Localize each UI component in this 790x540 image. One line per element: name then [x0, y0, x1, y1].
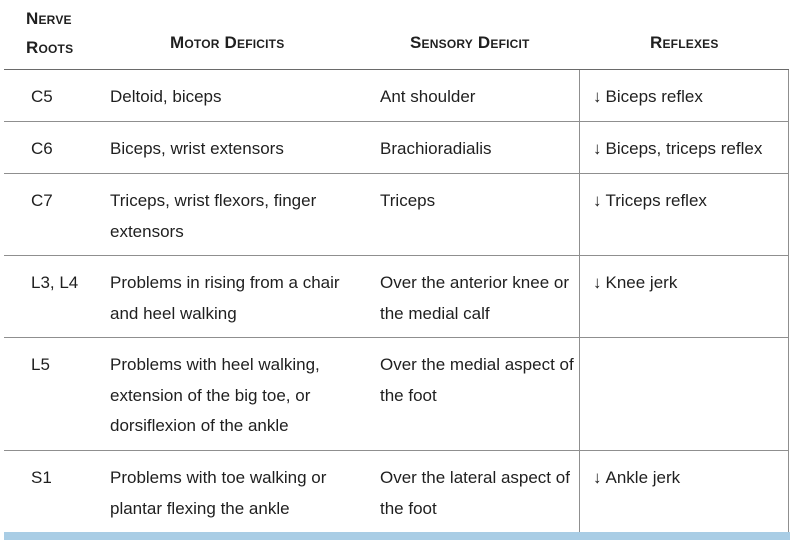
- cell-motor-deficit: Problems in rising from a chair and heel walking: [110, 273, 340, 323]
- header-nerve-roots-line1: Nerve: [26, 9, 72, 28]
- down-arrow-icon: ↓: [593, 468, 602, 487]
- cell-sensory-deficit: Triceps: [380, 191, 436, 210]
- header-reflexes: Reflexes: [650, 33, 719, 52]
- cell-motor-deficit: Problems with toe walking or plantar flexing the ankle: [110, 468, 327, 518]
- cell-motor-deficit: Triceps, wrist flexors, finger extensors: [110, 191, 317, 241]
- reflex-text: Biceps reflex: [605, 87, 703, 106]
- reflex-text: Ankle jerk: [605, 468, 681, 487]
- cell-reflex: [593, 350, 789, 381]
- reflex-text: Knee jerk: [605, 273, 678, 292]
- header-nerve-roots-line2: Roots: [26, 38, 74, 57]
- cell-nerve-root: L3, L4: [31, 273, 79, 292]
- cell-reflex: [593, 82, 789, 113]
- reflex-text: Biceps, triceps reflex: [605, 139, 763, 158]
- down-arrow-icon: ↓: [593, 191, 602, 210]
- cell-reflex: [593, 186, 789, 217]
- table-body: [4, 69, 789, 533]
- cell-reflex: [593, 268, 789, 299]
- cell-nerve-root: L5: [31, 355, 50, 374]
- header-motor-deficits: Motor Deficits: [170, 33, 285, 52]
- table-row: [4, 256, 789, 338]
- cell-sensory-deficit: Brachioradialis: [380, 139, 492, 158]
- table-row: [4, 70, 789, 122]
- header-sensory-deficit: Sensory Deficit: [410, 33, 530, 52]
- cell-sensory-deficit: Ant shoulder: [380, 87, 476, 106]
- bottom-rule: [4, 532, 790, 540]
- table-row: [4, 338, 789, 451]
- table-header: [0, 0, 790, 70]
- cell-motor-deficit: Problems with heel walking, extension of the big toe, or dorsiflexion of the ankle: [110, 355, 320, 435]
- cell-reflex: [593, 134, 789, 165]
- cell-motor-deficit: Deltoid, biceps: [110, 87, 222, 106]
- cell-sensory-deficit: Over the lateral aspect of the foot: [380, 468, 570, 518]
- cell-motor-deficit: Biceps, wrist extensors: [110, 139, 284, 158]
- down-arrow-icon: ↓: [593, 139, 602, 158]
- table-row: [4, 174, 789, 256]
- cell-nerve-root: C7: [31, 191, 53, 210]
- cell-nerve-root: S1: [31, 468, 52, 487]
- down-arrow-icon: ↓: [593, 87, 602, 106]
- table-row: [4, 451, 789, 533]
- cell-nerve-root: C5: [31, 87, 53, 106]
- cell-nerve-root: C6: [31, 139, 53, 158]
- cell-sensory-deficit: Over the medial aspect of the foot: [380, 355, 574, 405]
- down-arrow-icon: ↓: [593, 273, 602, 292]
- table-row: [4, 122, 789, 174]
- header-nerve-roots: [26, 4, 96, 62]
- reflex-text: Triceps reflex: [605, 191, 707, 210]
- cell-sensory-deficit: Over the anterior knee or the medial calf: [380, 273, 569, 323]
- cell-reflex: [593, 463, 789, 494]
